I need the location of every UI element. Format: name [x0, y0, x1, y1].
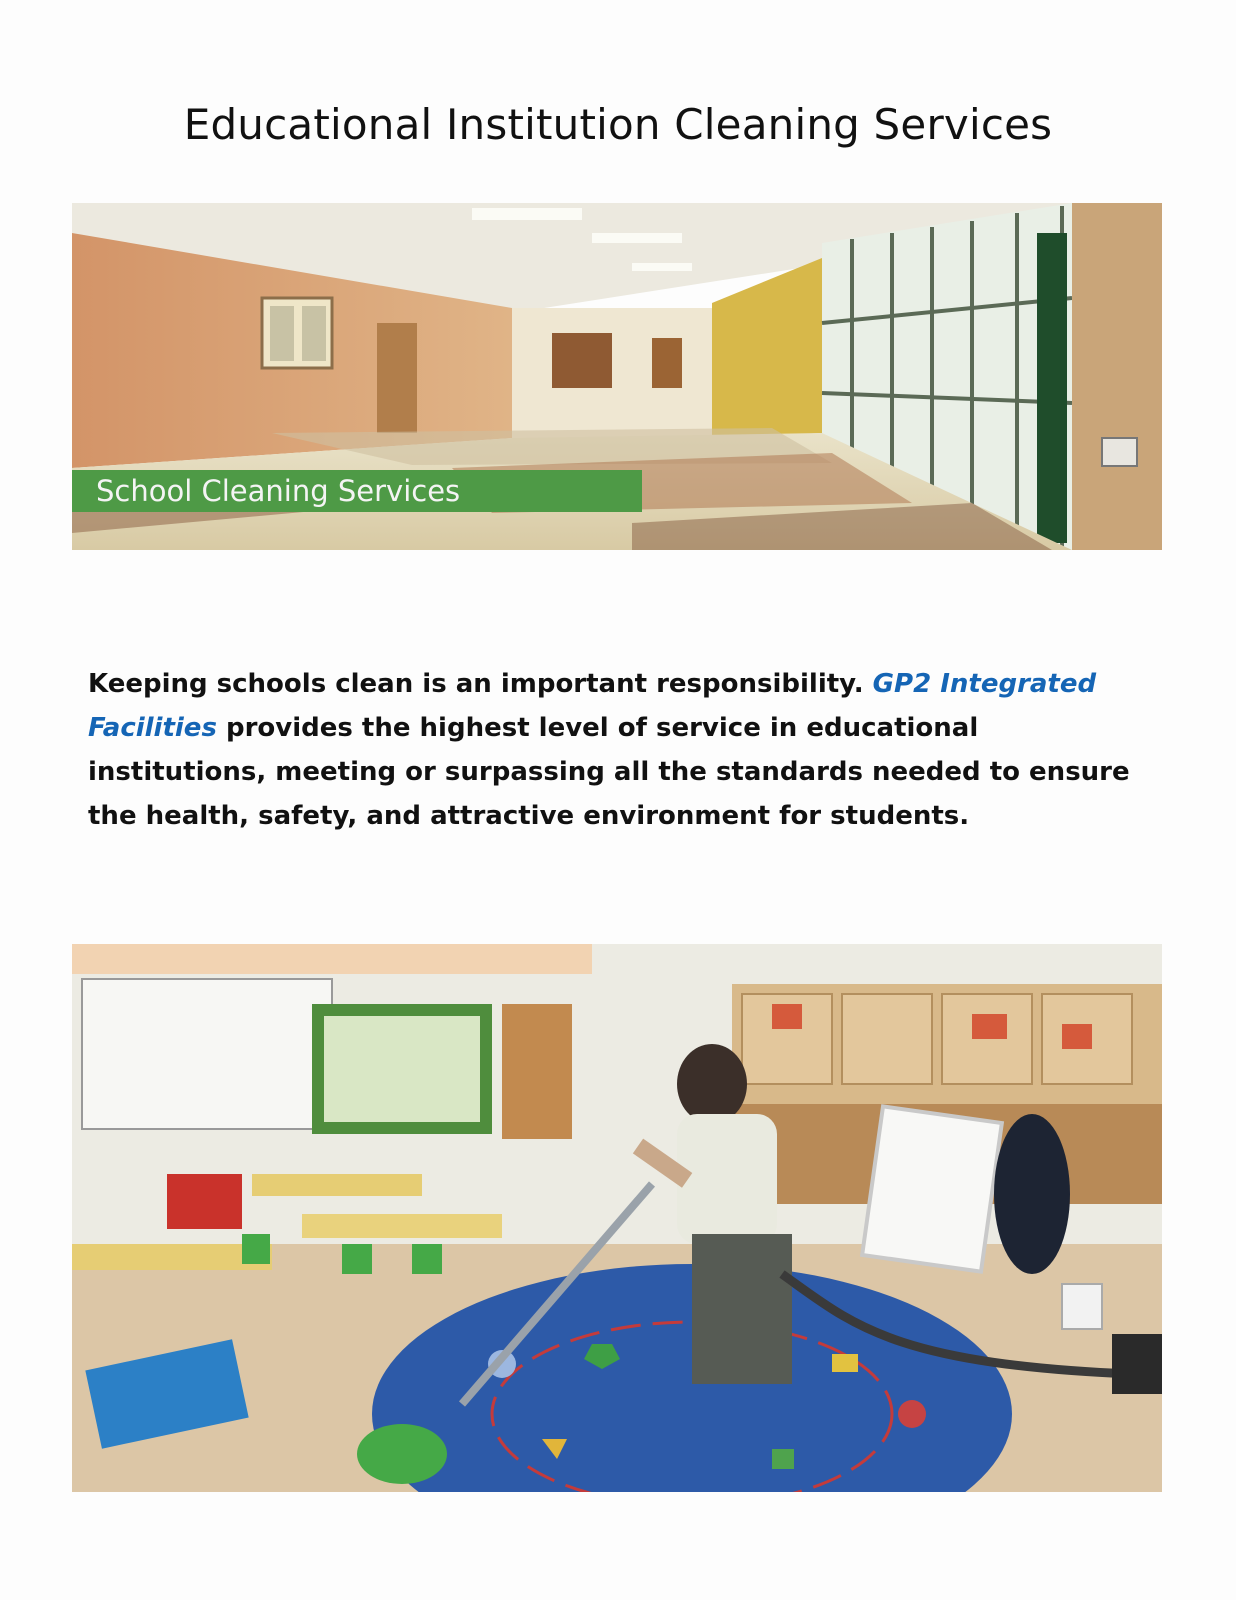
- intro-paragraph: [88, 662, 1148, 838]
- intro-body: provides the highest level of service in educational institutions, meeting or surpassing all the standards needed to ensure the health, safety, and attractive environment for students.: [88, 713, 1130, 831]
- page-title: Educational Institution Cleaning Services: [183, 100, 1053, 149]
- hallway-photo: [72, 203, 1162, 550]
- gp2-link[interactable]: GP2 Integrated Facilities: [88, 669, 1097, 743]
- classroom-illustration: [72, 944, 1162, 1492]
- intro-lead: Keeping schools clean is an important responsibility.: [88, 669, 864, 699]
- hero-caption: School Cleaning Services: [72, 470, 642, 512]
- classroom-photo: [72, 944, 1162, 1492]
